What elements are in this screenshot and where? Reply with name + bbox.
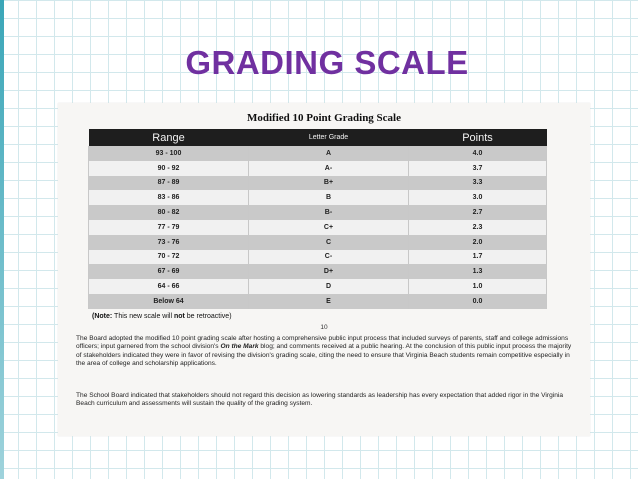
blog-name: On the Mark (220, 343, 259, 351)
points-cell: 4.0 (409, 146, 547, 161)
points-cell: 1.7 (409, 250, 547, 265)
range-cell: 87 - 89 (89, 176, 249, 191)
points-cell: 1.3 (409, 264, 547, 279)
table-row (89, 294, 547, 309)
table-row (89, 146, 547, 161)
note-label: (Note: (92, 313, 113, 320)
points-cell: 3.3 (409, 176, 547, 191)
points-cell: 2.7 (409, 205, 547, 220)
letter-grade-cell: D (249, 279, 409, 294)
letter-grade-cell: C+ (249, 220, 409, 235)
letter-grade-cell: B+ (249, 176, 409, 191)
points-cell: 3.7 (409, 161, 547, 176)
table-row (89, 205, 547, 220)
table-row (89, 235, 547, 250)
column-header-points: Points (409, 129, 547, 146)
note-emphasis: not (173, 313, 185, 320)
range-cell: 80 - 82 (89, 205, 249, 220)
letter-grade-cell: C- (249, 250, 409, 265)
letter-grade-cell: A (249, 146, 409, 161)
note-text-after: be retroactive) (184, 313, 232, 320)
letter-grade-cell: B (249, 190, 409, 205)
column-header-letter-grade: Letter Grade (249, 129, 409, 146)
document-heading: Modified 10 Point Grading Scale (247, 112, 401, 124)
page-number: 10 (320, 324, 328, 331)
table-row (89, 161, 547, 176)
paragraph1-after: blog; and comments received at a public hearing. At the conclusion of this public input process the majority of stakeholders indicated they were in favor of revising the division's grading scale, citing the need to ensure that Virginia Beach students remain competitive especially in the area of college and scholarship applications. (76, 343, 572, 368)
range-cell: 83 - 86 (89, 190, 249, 205)
letter-grade-cell: A- (249, 161, 409, 176)
paragraph1-before: The Board adopted the modified 10 point grading scale after hosting a comprehensive public input process that included surveys of parents, staff and college admissions officers; input garnered from the school division's (76, 335, 569, 351)
scanned-document (58, 103, 590, 436)
range-cell: 93 - 100 (89, 146, 249, 161)
table-row (89, 220, 547, 235)
table-row (89, 279, 547, 294)
points-cell: 1.0 (409, 279, 547, 294)
range-cell: Below 64 (89, 294, 249, 309)
range-cell: 90 - 92 (89, 161, 249, 176)
note-text-before: This new scale will (112, 313, 174, 320)
school-board-paragraph: The School Board indicated that stakeholders should not regard this decision as lowering standards as leadership has every expectation that added rigor in the Virginia Beach curriculum and assessments will sustain the quality of the grading system. (76, 392, 564, 408)
board-adoption-paragraph (76, 335, 576, 369)
table-row (89, 264, 547, 279)
table-row (89, 176, 547, 191)
range-cell: 70 - 72 (89, 250, 249, 265)
range-cell: 64 - 66 (89, 279, 249, 294)
letter-grade-cell: E (249, 294, 409, 309)
table-row (89, 190, 547, 205)
points-cell: 2.3 (409, 220, 547, 235)
column-header-range: Range (89, 129, 249, 146)
letter-grade-cell: D+ (249, 264, 409, 279)
points-cell: 0.0 (409, 294, 547, 309)
table-row (89, 250, 547, 265)
range-cell: 77 - 79 (89, 220, 249, 235)
points-cell: 3.0 (409, 190, 547, 205)
letter-grade-cell: C (249, 235, 409, 250)
table-header-row (89, 129, 547, 146)
letter-grade-cell: B- (249, 205, 409, 220)
range-cell: 73 - 76 (89, 235, 249, 250)
points-cell: 2.0 (409, 235, 547, 250)
slide-title: GRADING SCALE (185, 44, 469, 81)
grading-scale-table (88, 129, 547, 309)
range-cell: 67 - 69 (89, 264, 249, 279)
retroactive-note (92, 313, 232, 320)
